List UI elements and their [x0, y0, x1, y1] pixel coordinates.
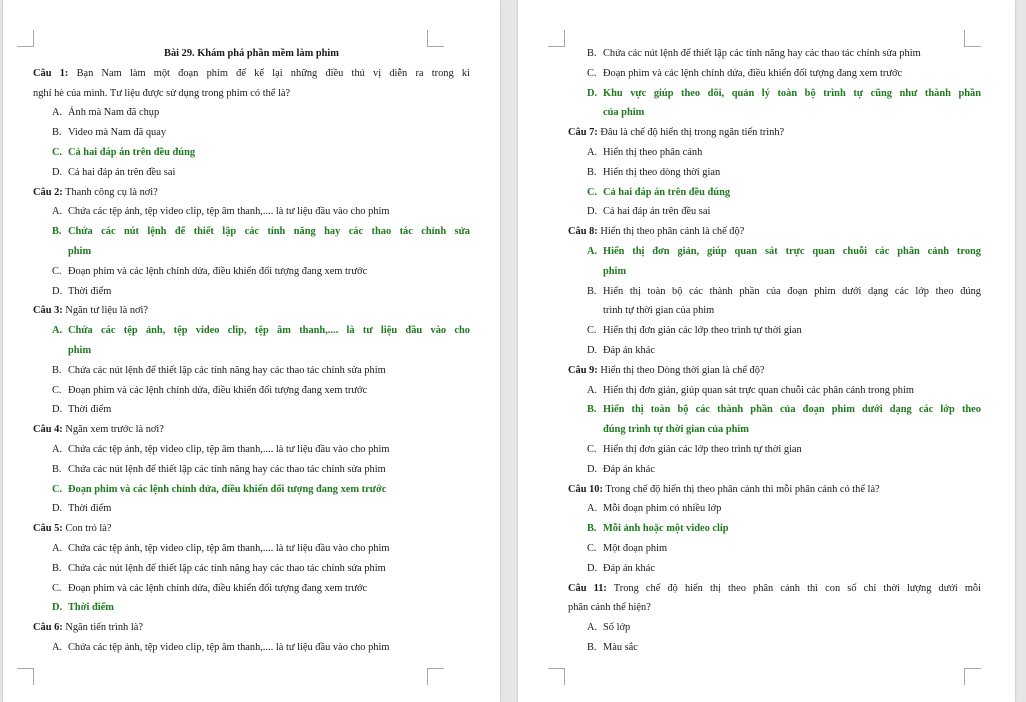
question-continuation: [33, 84, 470, 104]
option-text: Cả hai đáp án trên đều sai: [603, 206, 711, 218]
option-text: Chứa các nút lệnh để thiết lập các tính năng hay các thao tác chỉnh sửa phim: [68, 562, 386, 574]
option-text: Chứa các nút lệnh để thiết lập các tính năng hay các thao tác chỉnh sửa: [68, 226, 470, 238]
page-content-left: [33, 44, 470, 658]
option-text: Hiển thị toàn bộ các thành phần của đoạn phim dưới dạng các lớp theo: [603, 404, 981, 416]
answer-option: [568, 143, 981, 163]
option-text: phim: [68, 245, 92, 257]
question-text: nghỉ hè của mình. Tư liệu được sử dụng trong phim có thể là?: [33, 87, 291, 99]
option-label: B.: [52, 463, 62, 475]
option-label: B.: [52, 226, 62, 238]
answer-option: [33, 460, 470, 480]
answer-option: [568, 499, 981, 519]
page-content-right: [568, 44, 981, 658]
corner-mark: [427, 668, 444, 685]
option-text: Thời điểm: [68, 602, 114, 614]
corner-mark: [548, 30, 565, 47]
question-number: Câu 2:: [33, 186, 63, 198]
option-text: Hiển thị theo phân cảnh: [603, 146, 703, 158]
option-label: C.: [587, 542, 597, 554]
question-text: Trong chế độ hiển thị theo phân cảnh thì con số chỉ thời lượng dưới mỗi: [606, 582, 981, 594]
answer-option-correct: [568, 400, 981, 420]
question: [568, 579, 981, 599]
answer-option: [568, 341, 981, 361]
answer-option: [568, 321, 981, 341]
option-text: Video mà Nam đã quay: [68, 127, 167, 139]
option-text: Hiển thị theo dòng thời gian: [603, 166, 721, 178]
option-label: D.: [52, 166, 63, 178]
answer-option: [568, 440, 981, 460]
option-text: Màu sắc: [603, 641, 638, 653]
question-text: Thanh công cụ là nơi?: [62, 186, 158, 198]
answer-option-correct: [33, 143, 470, 163]
answer-option: [33, 559, 470, 579]
option-continuation: [568, 103, 981, 123]
option-label: A.: [52, 542, 63, 554]
option-text: Đoạn phim và các lệnh chỉnh dửa, điều khiển đối tượng đang xem trước: [68, 582, 368, 594]
option-continuation: [33, 242, 470, 262]
option-text: Chứa các tệp ảnh, tệp video clip, tệp âm thanh,.... là tư liệu đầu vào cho: [68, 325, 470, 337]
question-number: Câu 3:: [33, 305, 63, 317]
option-label: A.: [52, 206, 63, 218]
corner-mark: [17, 30, 34, 47]
option-label: B.: [52, 562, 62, 574]
option-text: Ảnh mà Nam đã chụp: [68, 107, 160, 119]
question: [568, 123, 981, 143]
option-text: trình tự thời gian của phim: [603, 305, 715, 317]
option-label: D.: [587, 562, 598, 574]
question: [33, 64, 470, 84]
question-number: Câu 6:: [33, 622, 63, 634]
question: [33, 420, 470, 440]
answer-option: [33, 400, 470, 420]
option-label: A.: [587, 146, 598, 158]
option-label: D.: [52, 285, 63, 297]
answer-option: [33, 499, 470, 519]
option-label: C.: [587, 186, 598, 198]
option-label: C.: [587, 443, 597, 455]
answer-option: [33, 163, 470, 183]
option-label: C.: [52, 582, 62, 594]
option-text: Chứa các tệp ảnh, tệp video clip, tệp âm thanh,.... là tư liệu đầu vào cho phim: [68, 542, 390, 554]
option-text: Khu vực giúp theo dõi, quản lý toàn bộ trình tự cũng như thành phần: [603, 87, 981, 99]
option-label: B.: [587, 285, 597, 297]
option-text: Chứa các nút lệnh để thiết lập các tính năng hay các thao tác chỉnh sửa phim: [68, 463, 386, 475]
answer-option: [33, 638, 470, 658]
option-label: B.: [587, 48, 597, 59]
option-label: A.: [587, 622, 598, 634]
option-label: C.: [52, 146, 63, 158]
option-text: Đoạn phim và các lệnh chỉnh dửa, điều khiển đối tượng đang xem trước: [603, 67, 903, 79]
question: [33, 618, 470, 638]
option-text: Hiển thị toàn bộ các thành phần của đoạn phim dưới dạng các lớp theo đúng: [603, 285, 981, 297]
document-page-right: [518, 0, 1015, 702]
option-text: Hiển thị đơn giản, giúp quan sát trực quan chuỗi các phân cảnh trong phim: [603, 384, 914, 396]
option-continuation: [33, 341, 470, 361]
option-label: D.: [52, 503, 63, 515]
question: [568, 361, 981, 381]
question-text: phân cảnh thể hiện?: [568, 602, 651, 614]
answer-option: [568, 559, 981, 579]
answer-option-correct: [33, 480, 470, 500]
answer-option-correct: [33, 598, 470, 618]
option-text: của phim: [603, 107, 645, 119]
answer-option: [568, 163, 981, 183]
option-text: Hiển thị đơn giản, giúp quan sát trực quan chuỗi các phân cảnh trong: [603, 245, 981, 257]
option-text: Thời điểm: [68, 285, 112, 297]
option-label: D.: [587, 87, 598, 99]
question-text: Đâu là chế độ hiển thị trong ngăn tiến trình?: [597, 127, 785, 139]
answer-option: [33, 440, 470, 460]
option-label: B.: [52, 127, 62, 139]
option-text: đúng trình tự thời gian của phim: [603, 424, 749, 436]
option-label: D.: [587, 206, 598, 218]
corner-mark: [17, 668, 34, 685]
option-label: A.: [52, 641, 63, 653]
option-continuation: [568, 301, 981, 321]
document-page-left: [3, 0, 500, 702]
option-label: C.: [587, 67, 597, 79]
answer-option: [568, 282, 981, 302]
option-continuation: [568, 262, 981, 282]
option-text: Mỗi đoạn phim có nhiều lớp: [603, 503, 722, 515]
question: [33, 301, 470, 321]
option-text: Chứa các tệp ảnh, tệp video clip, tệp âm thanh,.... là tư liệu đầu vào cho phim: [68, 443, 390, 455]
question: [33, 183, 470, 203]
question-number: Câu 7:: [568, 127, 598, 139]
answer-option: [33, 262, 470, 282]
option-label: B.: [587, 641, 597, 653]
option-text: Đoạn phim và các lệnh chỉnh dửa, điều khiển đối tượng đang xem trước: [68, 265, 368, 277]
answer-option: [568, 460, 981, 480]
document-title: Bài 29. Khám phá phần mềm làm phim: [164, 48, 339, 59]
option-text: Đoạn phim và các lệnh chỉnh dửa, điều khiển đối tượng đang xem trước: [68, 384, 368, 396]
answer-option: [568, 618, 981, 638]
question-text: Con trỏ là?: [62, 523, 112, 535]
question-number: Câu 10:: [568, 483, 603, 495]
option-label: D.: [52, 404, 63, 416]
option-text: Số lớp: [603, 622, 631, 634]
question: [568, 480, 981, 500]
answer-option: [33, 381, 470, 401]
option-text: Thời điểm: [68, 404, 112, 416]
answer-option: [568, 638, 981, 658]
option-text: phim: [603, 265, 627, 277]
answer-option: [33, 282, 470, 302]
question-text: Trong chế độ hiển thị theo phân cảnh thì mỗi phân cảnh có thể là?: [602, 483, 880, 495]
answer-option-correct: [568, 519, 981, 539]
corner-mark: [548, 668, 565, 685]
question-number: Câu 5:: [33, 523, 63, 535]
option-text: Cả hai đáp án trên đều sai: [68, 166, 176, 178]
option-label: A.: [587, 503, 598, 515]
question-number: Câu 11:: [568, 582, 607, 594]
option-label: B.: [52, 364, 62, 376]
option-text: Hiển thị đơn giản các lớp theo trình tự thời gian: [603, 325, 802, 337]
answer-option: [33, 539, 470, 559]
option-label: C.: [52, 483, 63, 495]
answer-option: [568, 44, 981, 64]
answer-option-correct: [33, 321, 470, 341]
question-list: [33, 64, 470, 658]
option-label: C.: [52, 384, 62, 396]
option-continuation: [568, 420, 981, 440]
option-text: Đoạn phim và các lệnh chỉnh dửa, điều khiển đối tượng đang xem trước: [68, 483, 387, 495]
option-label: D.: [587, 463, 598, 475]
option-label: D.: [52, 602, 63, 614]
option-label: A.: [52, 443, 63, 455]
answer-option: [33, 123, 470, 143]
option-text: Cả hai đáp án trên đều đúng: [603, 186, 731, 198]
option-label: D.: [587, 344, 598, 356]
question-text: Hiển thị theo phân cảnh là chế độ?: [597, 226, 745, 238]
option-text: Chứa các tệp ảnh, tệp video clip, tệp âm thanh,.... là tư liệu đầu vào cho phim: [68, 206, 390, 218]
answer-option-correct: [33, 222, 470, 242]
question-text: Ngăn tư liệu là nơi?: [62, 305, 149, 317]
answer-option: [568, 64, 981, 84]
option-label: A.: [587, 245, 598, 257]
option-text: Chứa các nút lệnh để thiết lập các tính năng hay các thao tác chỉnh sửa phim: [68, 364, 386, 376]
question-text: Bạn Nam làm một đoạn phim để kể lại những điều thú vị diễn ra trong kì: [68, 67, 470, 79]
option-text: Cả hai đáp án trên đều đúng: [68, 146, 196, 158]
option-text: Đáp án khác: [603, 344, 655, 356]
option-text: phim: [68, 344, 92, 356]
option-label: B.: [587, 166, 597, 178]
answer-option: [33, 103, 470, 123]
question-number: Câu 1:: [33, 67, 69, 79]
question-number: Câu 4:: [33, 424, 63, 436]
question-number: Câu 8:: [568, 226, 598, 238]
answer-option: [33, 361, 470, 381]
question-number: Câu 9:: [568, 364, 598, 376]
option-label: B.: [587, 404, 597, 416]
question-list: [568, 44, 981, 658]
option-label: A.: [52, 325, 63, 337]
option-text: Một đoạn phim: [603, 542, 668, 554]
answer-option: [568, 539, 981, 559]
answer-option-correct: [568, 84, 981, 104]
answer-option: [568, 202, 981, 222]
option-text: Chứa các nút lệnh để thiết lập các tính năng hay các thao tác chỉnh sửa phim: [603, 48, 921, 59]
option-label: C.: [52, 265, 62, 277]
option-text: Đáp án khác: [603, 562, 655, 574]
answer-option: [33, 202, 470, 222]
answer-option-correct: [568, 242, 981, 262]
answer-option-correct: [568, 183, 981, 203]
option-text: Mỗi ảnh hoặc một video clip: [603, 523, 729, 535]
option-label: A.: [52, 107, 63, 119]
option-text: Thời điểm: [68, 503, 112, 515]
question-continuation: [568, 598, 981, 618]
answer-option: [33, 579, 470, 599]
option-label: B.: [587, 523, 597, 535]
question-text: Hiển thị theo Dòng thời gian là chế độ?: [597, 364, 765, 376]
question-text: Ngăn xem trước là nơi?: [62, 424, 164, 436]
answer-option: [568, 381, 981, 401]
question: [33, 519, 470, 539]
option-label: C.: [587, 325, 597, 337]
corner-mark: [964, 668, 981, 685]
question: [568, 222, 981, 242]
option-text: Đáp án khác: [603, 463, 655, 475]
option-label: A.: [587, 384, 598, 396]
option-text: Chứa các tệp ảnh, tệp video clip, tệp âm thanh,.... là tư liệu đầu vào cho phim: [68, 641, 390, 653]
option-text: Hiển thị đơn giản các lớp theo trình tự thời gian: [603, 443, 802, 455]
question-text: Ngăn tiến trình là?: [62, 622, 143, 634]
